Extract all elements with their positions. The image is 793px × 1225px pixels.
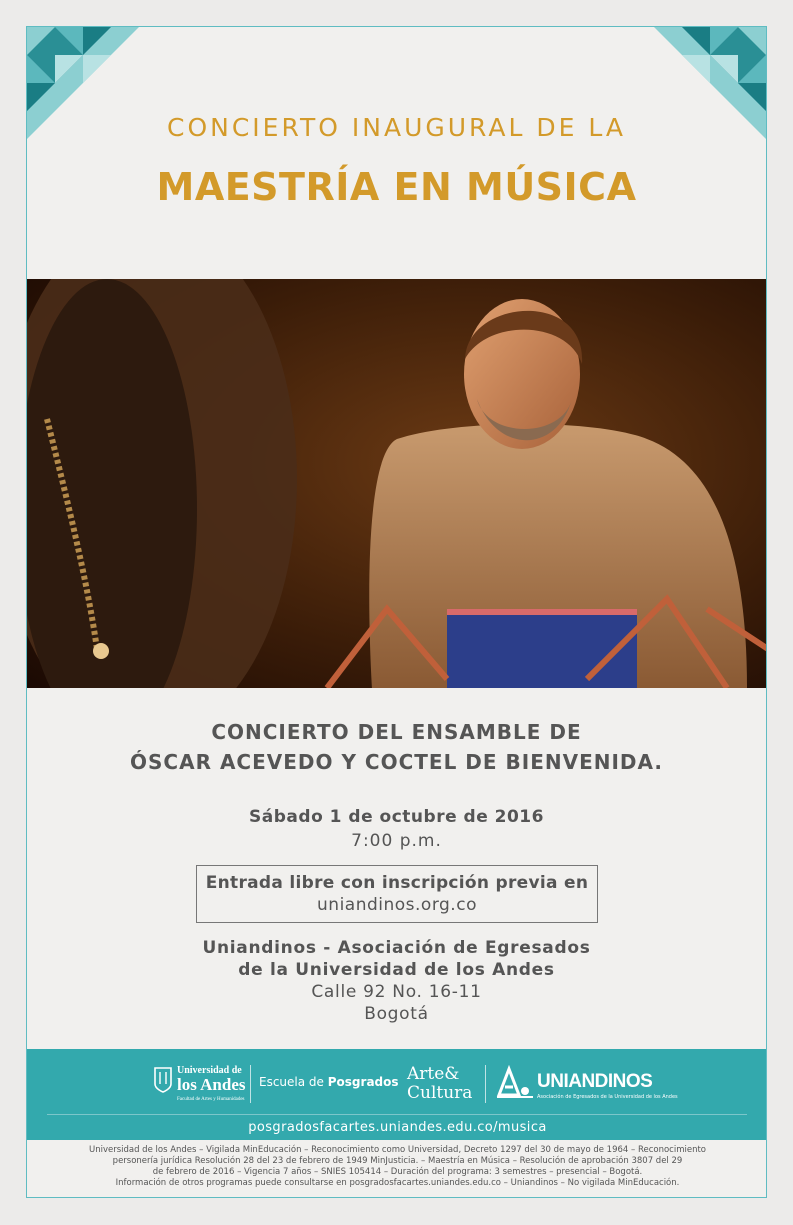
event-time: 7:00 p.m. — [351, 831, 442, 851]
uniandes-logo-line-1: Universidad de — [177, 1065, 242, 1076]
headline — [27, 717, 766, 777]
footer-separator — [47, 1114, 747, 1115]
uniandinos-logo-icon — [495, 1065, 535, 1101]
footer-divider — [485, 1065, 486, 1103]
uniandes-logo-line-3: Facultad de Artes y Humanidades — [177, 1097, 245, 1102]
uniandinos-subtitle: Asociación de Egresados de la Universidad de los Andes — [537, 1094, 678, 1100]
uniandes-logo-line-2: los Andes — [177, 1075, 246, 1094]
uniandinos-logo: UNIANDINOS — [537, 1071, 653, 1092]
title-line-1: CONCIERTO INAUGURAL DE LA — [167, 113, 626, 142]
poster-card — [26, 26, 767, 1198]
escuela-posgrados-logo — [259, 1075, 399, 1089]
arte-line-1: Arte& — [407, 1064, 460, 1084]
entry-line-2[interactable]: uniandinos.org.co — [317, 895, 477, 915]
legal-notice — [41, 1145, 754, 1189]
legal-line-1: Universidad de los Andes – Vigilada MinEducación – Reconocimiento como Universidad, Decreto 1297 del 30 de mayo de 1964 – Reconocimiento — [88, 1145, 707, 1155]
footer-band — [27, 1049, 767, 1140]
arte-cultura-logo — [407, 1065, 472, 1103]
concert-photo — [27, 279, 767, 688]
legal-line-4: Información de otros programas puede consultarse en posgradosfacartes.uniandes.edu.co – Uniandinos – No vigilada MinEducación. — [115, 1178, 680, 1188]
legal-line-3: de febrero de 2016 – Vigencia 7 años – SNIES 105414 – Duración del programa: 3 semestres – presencial – Bogotá. — [152, 1167, 643, 1177]
arte-line-2: Cultura — [407, 1083, 473, 1103]
venue-block — [27, 937, 766, 1025]
headline-line-1: CONCIERTO DEL ENSAMBLE DE — [211, 720, 582, 744]
title-line-2: MAESTRÍA EN MÚSICA — [156, 165, 637, 209]
venue-city: Bogotá — [364, 1004, 429, 1024]
entry-line-1: Entrada libre con inscripción previa en — [205, 873, 589, 893]
legal-line-2: personería jurídica Resolución 28 del 23 de febrero de 1949 MinJusticia. – Maestría en Música – Resolución de aprobación 3807 del 29 — [112, 1156, 683, 1166]
entry-box — [196, 865, 598, 923]
uniandes-logo — [177, 1064, 246, 1107]
venue-line-2: de la Universidad de los Andes — [238, 960, 555, 980]
headline-line-2: ÓSCAR ACEVEDO Y COCTEL DE BIENVENIDA. — [130, 750, 663, 774]
escuela-bold: Posgrados — [327, 1075, 399, 1089]
escuela-prefix: Escuela de — [259, 1075, 328, 1089]
venue-address: Calle 92 No. 16-11 — [311, 982, 482, 1002]
footer-divider — [250, 1065, 251, 1103]
uniandes-shield-icon — [153, 1066, 173, 1093]
website-link[interactable]: posgradosfacartes.uniandes.edu.co/musica — [248, 1120, 547, 1135]
venue-line-1: Uniandinos - Asociación de Egresados — [202, 938, 591, 958]
event-date: Sábado 1 de octubre de 2016 — [249, 807, 544, 827]
